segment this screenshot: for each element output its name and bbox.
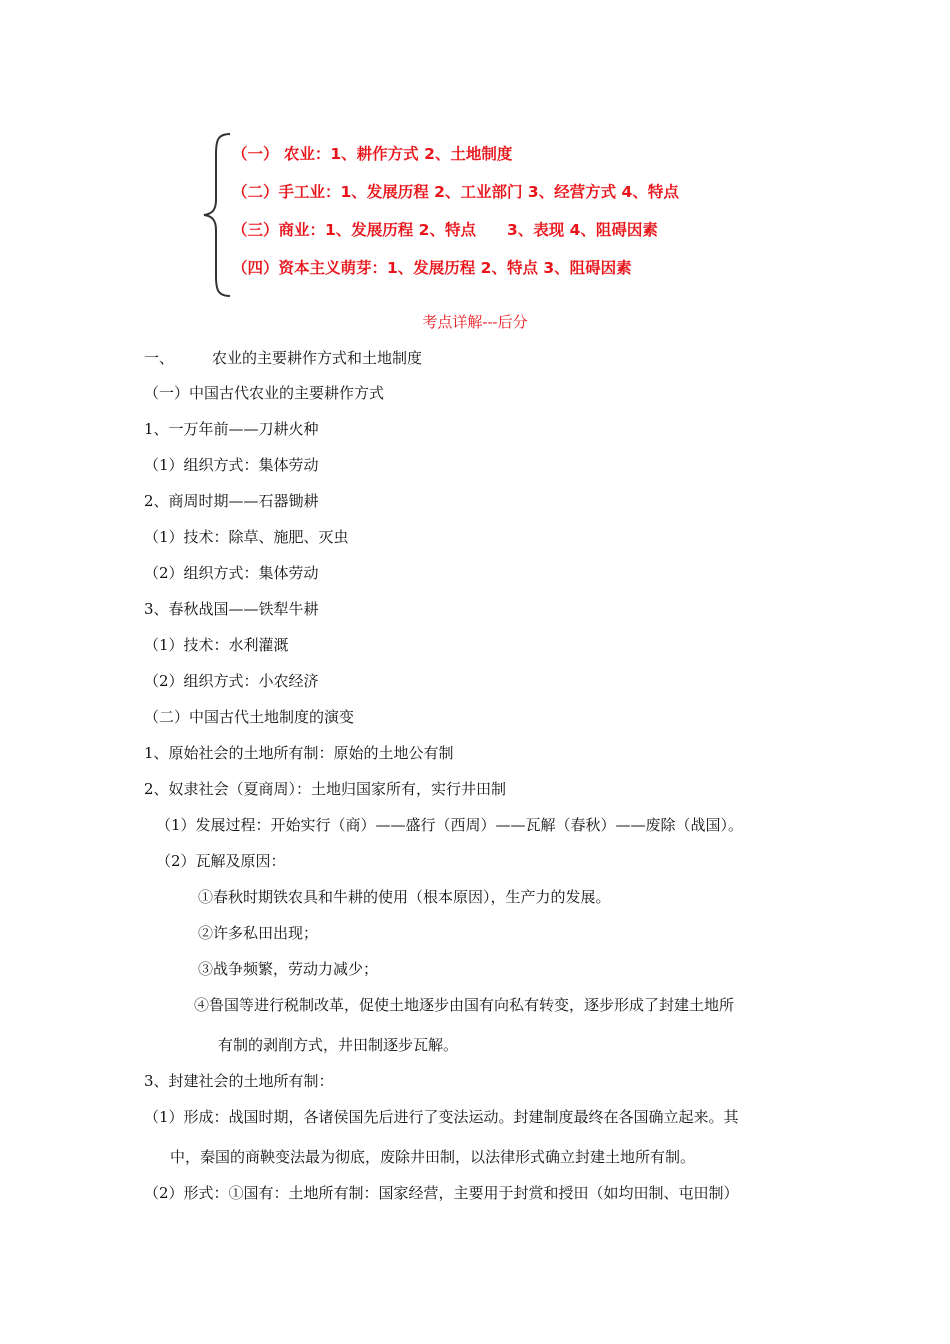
outline-item-commerce: （三）商业：1、发展历程 2、特点 3、表现 4、阻碍因素 — [232, 221, 658, 239]
text-line: 3、封建社会的土地所有制： — [144, 1072, 334, 1090]
section-1-text: 农业的主要耕作方式和土地制度 — [212, 349, 423, 367]
text-line: （1）组织方式：集体劳动 — [144, 456, 319, 474]
text-line: （1）技术：除草、施肥、灭虫 — [144, 528, 349, 546]
text-line: （1）发展过程：开始实行（商）——盛行（西周）——瓦解（春秋）——废除（战国）。 — [156, 816, 744, 834]
text-line: （1）技术：水利灌溉 — [144, 636, 289, 654]
text-line: （2）形式：①国有：土地所有制：国家经营，主要用于封赏和授田（如均田制、屯田制） — [144, 1184, 739, 1202]
text-line: ①春秋时期铁农具和牛耕的使用（根本原因），生产力的发展。 — [198, 888, 611, 906]
text-line: 2、商周时期——石器锄耕 — [144, 492, 319, 510]
text-line: （2）组织方式：集体劳动 — [144, 564, 319, 582]
text-line: 3、春秋战国——铁犁牛耕 — [144, 600, 319, 618]
text-line: （一）中国古代农业的主要耕作方式 — [144, 384, 385, 402]
text-line: ③战争频繁，劳动力减少； — [198, 960, 379, 978]
text-line: 1、原始社会的土地所有制：原始的土地公有制 — [144, 744, 454, 762]
outline-item-handicraft: （二）手工业：1、发展历程 2、工业部门 3、经营方式 4、特点 — [232, 183, 679, 201]
section-heading: 考点详解---后分 — [422, 313, 528, 331]
text-line: 中，秦国的商鞅变法最为彻底，废除井田制，以法律形式确立封建土地所有制。 — [170, 1148, 696, 1166]
outline-item-agriculture: （一） 农业：1、耕作方式 2、土地制度 — [232, 145, 513, 163]
text-line: 2、奴隶社会（夏商周）：土地归国家所有，实行井田制 — [144, 780, 507, 798]
text-line: 有制的剥削方式，井田制逐步瓦解。 — [218, 1036, 459, 1054]
text-line: （2）瓦解及原因： — [156, 852, 286, 870]
text-line: ④鲁国等进行税制改革，促使土地逐步由国有向私有转变，逐步形成了封建土地所 — [194, 996, 735, 1014]
text-line: ②许多私田出现； — [198, 924, 319, 942]
text-line: 1、一万年前——刀耕火种 — [144, 420, 319, 438]
text-line: （1）形成：战国时期，各诸侯国先后进行了变法运动。封建制度最终在各国确立起来。其 — [144, 1108, 739, 1126]
section-1-number: 一、 — [144, 349, 175, 367]
text-line: （二）中国古代土地制度的演变 — [144, 708, 355, 726]
text-line: （2）组织方式：小农经济 — [144, 672, 319, 690]
section-1-title — [144, 347, 422, 368]
outline-item-capitalism-sprouts: （四）资本主义萌芽：1、发展历程 2、特点 3、阻碍因素 — [232, 259, 632, 277]
